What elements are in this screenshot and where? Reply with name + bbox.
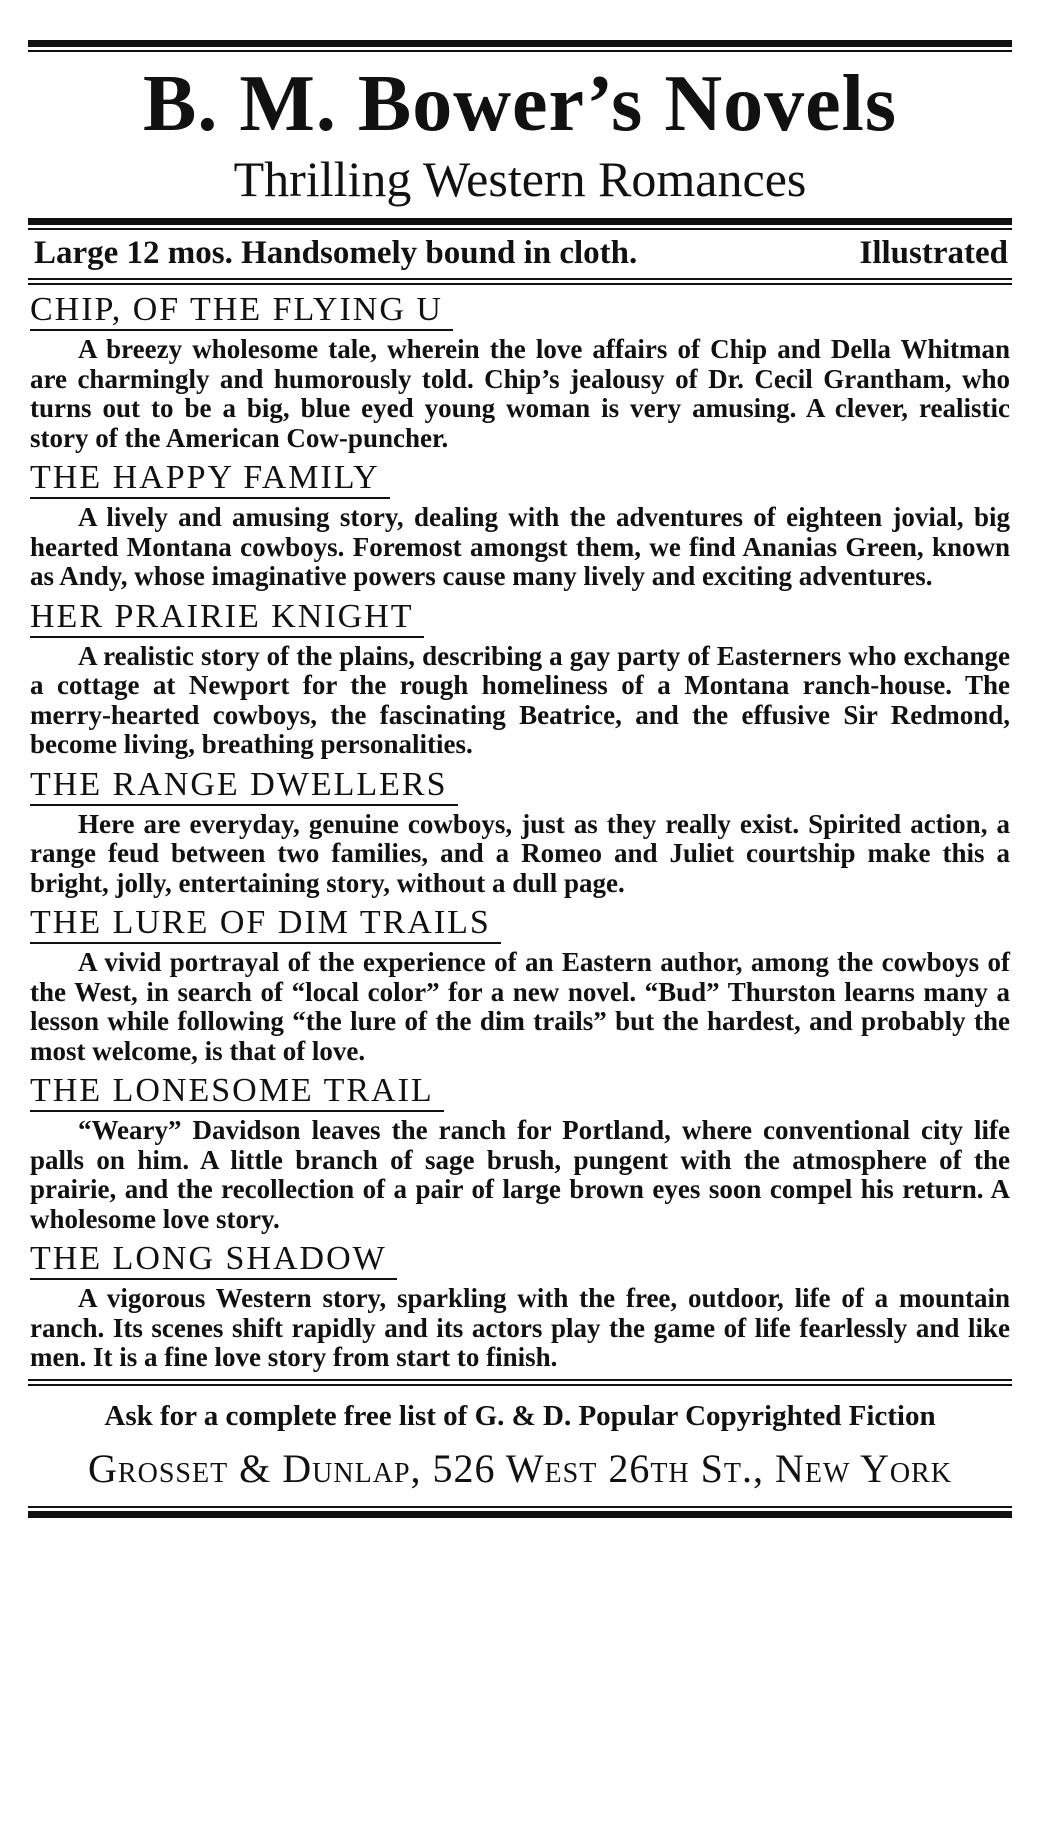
binding-rule-thin-2 <box>28 283 1012 285</box>
book-title: HER PRAIRIE KNIGHT <box>30 598 424 638</box>
book-title: THE LURE OF DIM TRAILS <box>30 904 501 944</box>
bottom-rule-thick <box>28 1511 1012 1518</box>
advertisement-page <box>28 40 1012 1820</box>
book-title: THE LONG SHADOW <box>30 1240 397 1280</box>
book-description: A breezy wholesome tale, wherein the love affairs of Chip and Della Whitman are charmingly and humorously told. Chip’s jealousy of Dr. Cecil Grantham, who turns out to be a big, blue eyed young woman is very amusing. A clever, realistic story of the American Cow-puncher. <box>30 334 1010 453</box>
binding-illustrated: Illustrated <box>859 235 1008 271</box>
book-description: A vivid portrayal of the experience of an Eastern author, among the cowboys of the West, in search of “local color” for a new novel. “Bud” Thurston learns many a lesson while following “the lure of the dim trails” but the hardest, and probably the most welcome, is that of love. <box>30 947 1010 1066</box>
book-description: “Weary” Davidson leaves the ranch for Portland, where conventional city life palls on him. A little branch of sage brush, pungent with the atmosphere of the prairie, and the recollection of a pair of large brown eyes soon compel his return. A wholesome love story. <box>30 1115 1010 1234</box>
top-rule-thin <box>28 50 1012 52</box>
binding-description: Large 12 mos. Handsomely bound in cloth. <box>34 235 638 271</box>
book-entry-the-happy-family <box>28 459 1012 592</box>
book-entry-the-lure-of-dim-trails <box>28 904 1012 1066</box>
footer-rule-thin-2 <box>28 1384 1012 1386</box>
book-entry-her-prairie-knight <box>28 598 1012 760</box>
book-entry-chip-of-the-flying-u <box>28 291 1012 453</box>
book-description: Here are everyday, genuine cowboys, just as they really exist. Spirited action, a range feud between two families, and a Romeo and Juliet courtship make this a bright, jolly, entertaining story, without a dull page. <box>30 808 1010 898</box>
binding-line <box>28 230 1012 278</box>
book-description: A lively and amusing story, dealing with the adventures of eighteen jovial, big hearted Montana cowboys. Foremost amongst them, we find Ananias Green, known as Andy, whose imaginative powers cause many lively and exciting adventures. <box>30 502 1010 591</box>
book-entry-the-long-shadow <box>28 1240 1012 1373</box>
book-title: CHIP, OF THE FLYING U <box>30 291 453 331</box>
book-title: THE RANGE DWELLERS <box>30 766 458 806</box>
book-entry-the-lonesome-trail <box>28 1072 1012 1234</box>
book-description: A vigorous Western story, sparkling with the free, outdoor, life of a mountain ranch. Its scenes shift rapidly and its actors play the game of life fearlessly and like men. It is a fine love story from start to finish. <box>30 1283 1010 1372</box>
book-title: THE LONESOME TRAIL <box>30 1072 444 1112</box>
top-rule-thick <box>28 40 1012 47</box>
free-list-notice: Ask for a complete free list of G. & D. Popular Copyrighted Fiction <box>104 1399 936 1432</box>
header-rule-thick <box>28 218 1012 225</box>
book-title: THE HAPPY FAMILY <box>30 459 390 499</box>
book-description: A realistic story of the plains, describing a gay party of Easterners who exchange a cottage at Newport for the rough homeliness of a Montana ranch-house. The merry-hearted cowboys, the fascinating Beatrice, and the effusive Sir Redmond, become living, breathing personalities. <box>30 640 1010 759</box>
book-entry-the-range-dwellers <box>28 766 1012 899</box>
page-subtitle: Thrilling Western Romances <box>233 151 807 207</box>
page-title: B. M. Bower’s Novels <box>143 60 897 148</box>
publisher-address: Grosset & Dunlap, 526 West 26th St., New York <box>88 1445 952 1491</box>
